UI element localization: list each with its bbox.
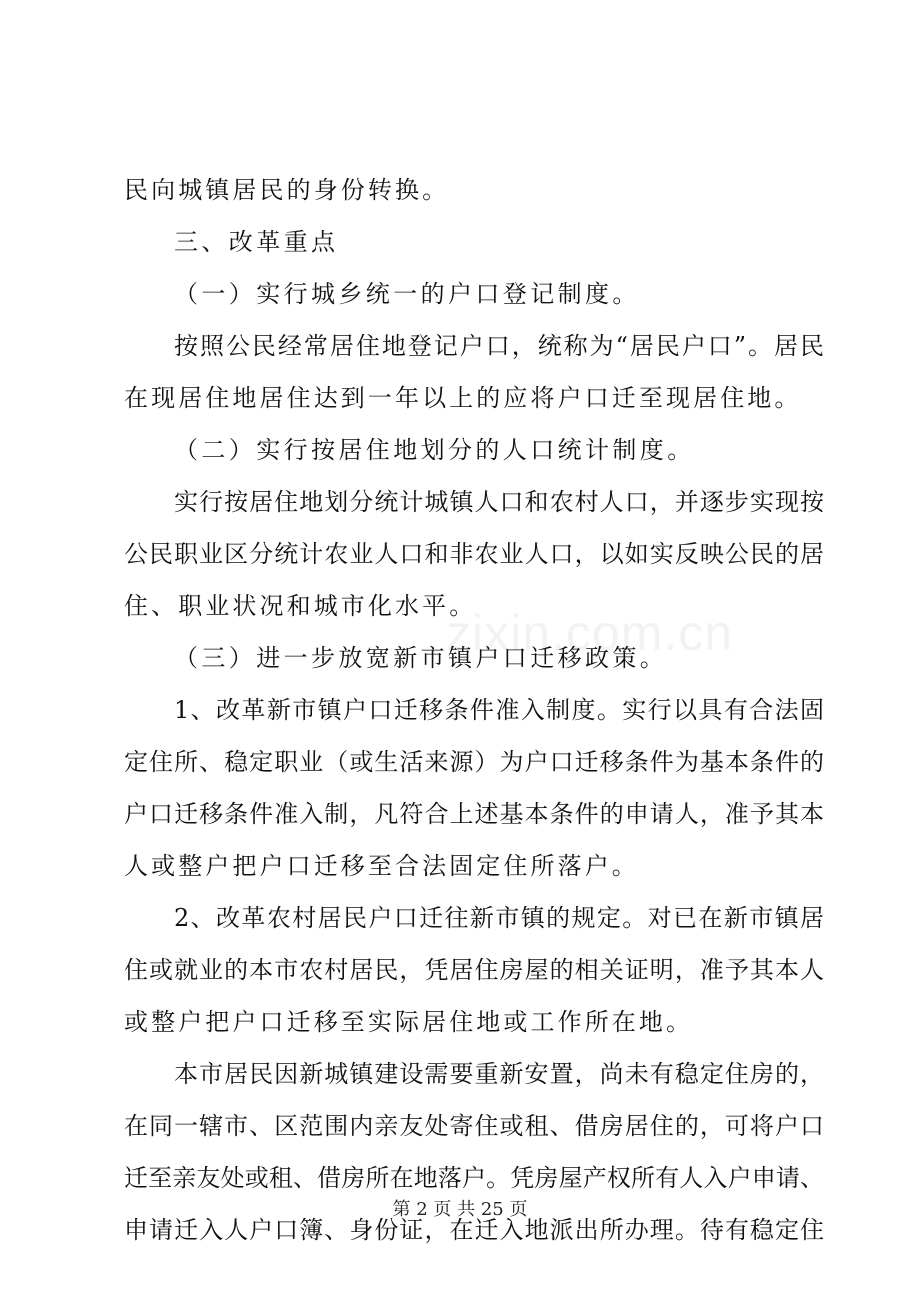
paragraph-line: 2、改革农村居民户口迁往新市镇的规定。对已在新市镇居 (174, 904, 824, 932)
paragraph-line: 民向城镇居民的身份转换。 (124, 176, 450, 204)
paragraph-line: 或整户把户口迁移至实际居住地或工作所在地。 (124, 1008, 694, 1036)
watermark: zixin.com.cn (446, 605, 734, 661)
paragraph-line: 定住所、稳定职业（或生活来源）为户口迁移条件为基本条件的 (124, 748, 824, 776)
paragraph-line: 实行按居住地划分统计城镇人口和农村人口，并逐步实现按 (174, 488, 824, 516)
paragraph-line: 本市居民因新城镇建设需要重新安置，尚未有稳定住房的， (174, 1060, 824, 1088)
paragraph-line: 住或就业的本市农村居民，凭居住房屋的相关证明，准予其本人 (124, 956, 824, 984)
paragraph-line: 迁至亲友处或租、借房所在地落户。凭房屋产权所有人入户申请、 (124, 1164, 824, 1192)
paragraph-line: 住、职业状况和城市化水平。 (124, 592, 477, 620)
paragraph-line: 在现居住地居住达到一年以上的应将户口迁至现居住地。 (124, 384, 802, 412)
paragraph-line: 人或整户把户口迁移至合法固定住所落户。 (124, 852, 639, 880)
paragraph-line: 1、改革新市镇户口迁移条件准入制度。实行以具有合法固 (174, 696, 824, 724)
section-heading: 三、改革重点 (174, 228, 339, 256)
paragraph-line: 户口迁移条件准入制，凡符合上述基本条件的申请人，准予其本 (124, 800, 824, 828)
page-number-footer: 第 2 页 共 25 页 (392, 1199, 528, 1220)
subsection-heading: （三）进一步放宽新市镇户口迁移政策。 (174, 644, 668, 672)
paragraph-line: 按照公民经常居住地登记户口，统称为“居民户口”。居民 (174, 332, 824, 360)
paragraph-line: 在同一辖市、区范围内亲友处寄住或租、借房居住的，可将户口 (124, 1112, 824, 1140)
document-body (124, 164, 824, 1256)
paragraph-line: 申请迁入人户口簿、身份证，在迁入地派出所办理。待有稳定住 (124, 1216, 824, 1244)
paragraph-line: 公民职业区分统计农业人口和非农业人口，以如实反映公民的居 (124, 540, 824, 568)
subsection-heading: （二）实行按居住地划分的人口统计制度。 (174, 436, 695, 464)
subsection-heading: （一）实行城乡统一的户口登记制度。 (174, 280, 640, 308)
